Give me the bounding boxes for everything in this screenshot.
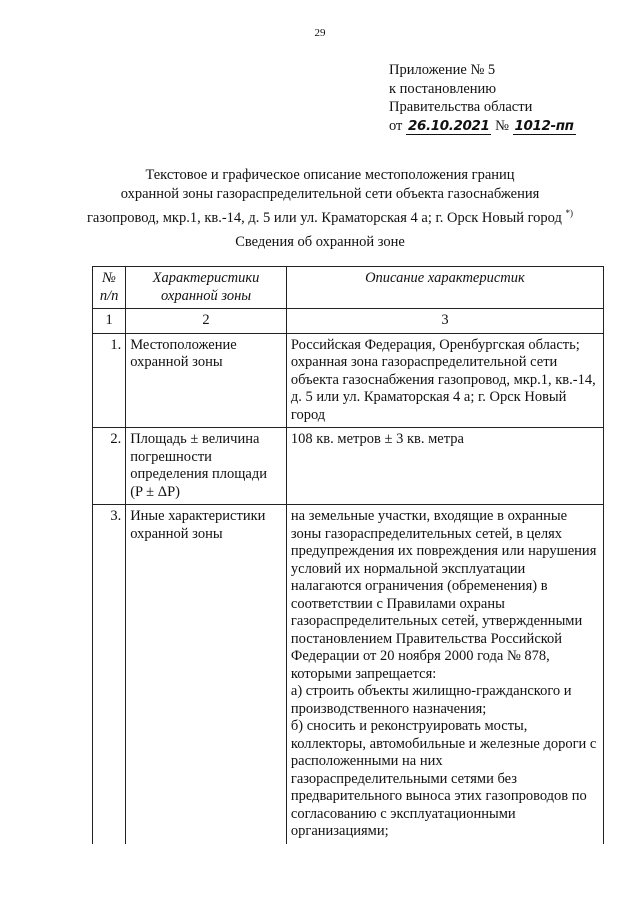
appendix-date-line [389,117,576,136]
table-header-row [93,267,604,309]
title-line-2: охранной зоны газораспределительной сети объекта газоснабжения [120,186,540,202]
description-paragraph: на земельные участки, входящие в охранные зоны газораспределительных сетей, в целях предупреждения их повреждения или нарушения условий их нормальной эксплуатации налагаются ограничения (обременения) в соответствии с Правилами охраны газораспределительных сетей, утвержденными постановлением Правительства Российской Федерации от 20 ноября 2000 года № 878, которыми запрещается: [290,508,597,682]
handwritten-date: 26.10.2021 [408,117,490,134]
page-number: 29 [314,27,326,39]
index-cell-2: 2 [126,309,287,334]
appendix-title: Приложение № 5 [389,62,496,78]
appendix-block [389,61,576,135]
section-subtitle: Сведения об охранной зоне [235,234,405,250]
index-cell-3: 3 [286,309,603,334]
appendix-line-2: к постановлению [389,80,497,97]
header-number: № п/п [93,267,126,309]
index-cell-1: 1 [93,309,126,334]
title-line-3-text: газопровод, мкр.1, кв.-14, д. 5 или ул. Краматорская 4 а; г. Орск Новый город [86,210,562,226]
row-characteristic: Местоположение охранной зоны [126,333,287,428]
number-prefix: № [495,117,509,134]
row-description [286,505,603,844]
appendix-line-3: Правительства области [389,99,533,115]
footnote-mark: *) [565,208,573,218]
table-row [93,505,604,844]
description-paragraph: б) сносить и реконструировать мосты, коллекторы, автомобильные и железные дороги с расположенными на них газораспределительными сетями без предварительного выноса этих газопроводов по согласованию с эксплуатационными организациями; [290,718,597,839]
table-index-row [93,309,604,334]
description-paragraph: а) строить объекты жилищно-гражданского и производственного назначения; [290,683,572,717]
row-characteristic: Площадь ± величина погрешности определения площади (P ± ΔP) [126,428,287,505]
description-paragraph: 108 кв. метров ± 3 кв. метра [290,431,464,447]
row-characteristic: Иные характеристики охранной зоны [126,505,287,844]
header-description: Описание характеристик [286,267,603,309]
row-number: 2. [93,428,126,505]
table-row [93,428,604,505]
description-paragraph: Российская Федерация, Оренбургская область; охранная зона газораспределительной сети объекта газоснабжения газопровод, мкр.1, кв.-14, д. 5 или ул. Краматорская 4 а; г. Орск Новый город [290,336,596,423]
row-description [286,333,603,428]
date-prefix: от [389,117,403,134]
row-description [286,428,603,505]
title-line-1: Текстовое и графическое описание местоположения границ [145,167,515,183]
row-number: 3. [93,505,126,844]
protection-zone-table [92,266,604,844]
document-title [60,166,600,228]
title-line-3 [60,204,600,228]
handwritten-number: 1012-пп [514,117,574,134]
header-characteristic: Характеристики охранной зоны [126,267,287,309]
row-number: 1. [93,333,126,428]
table-row [93,333,604,428]
